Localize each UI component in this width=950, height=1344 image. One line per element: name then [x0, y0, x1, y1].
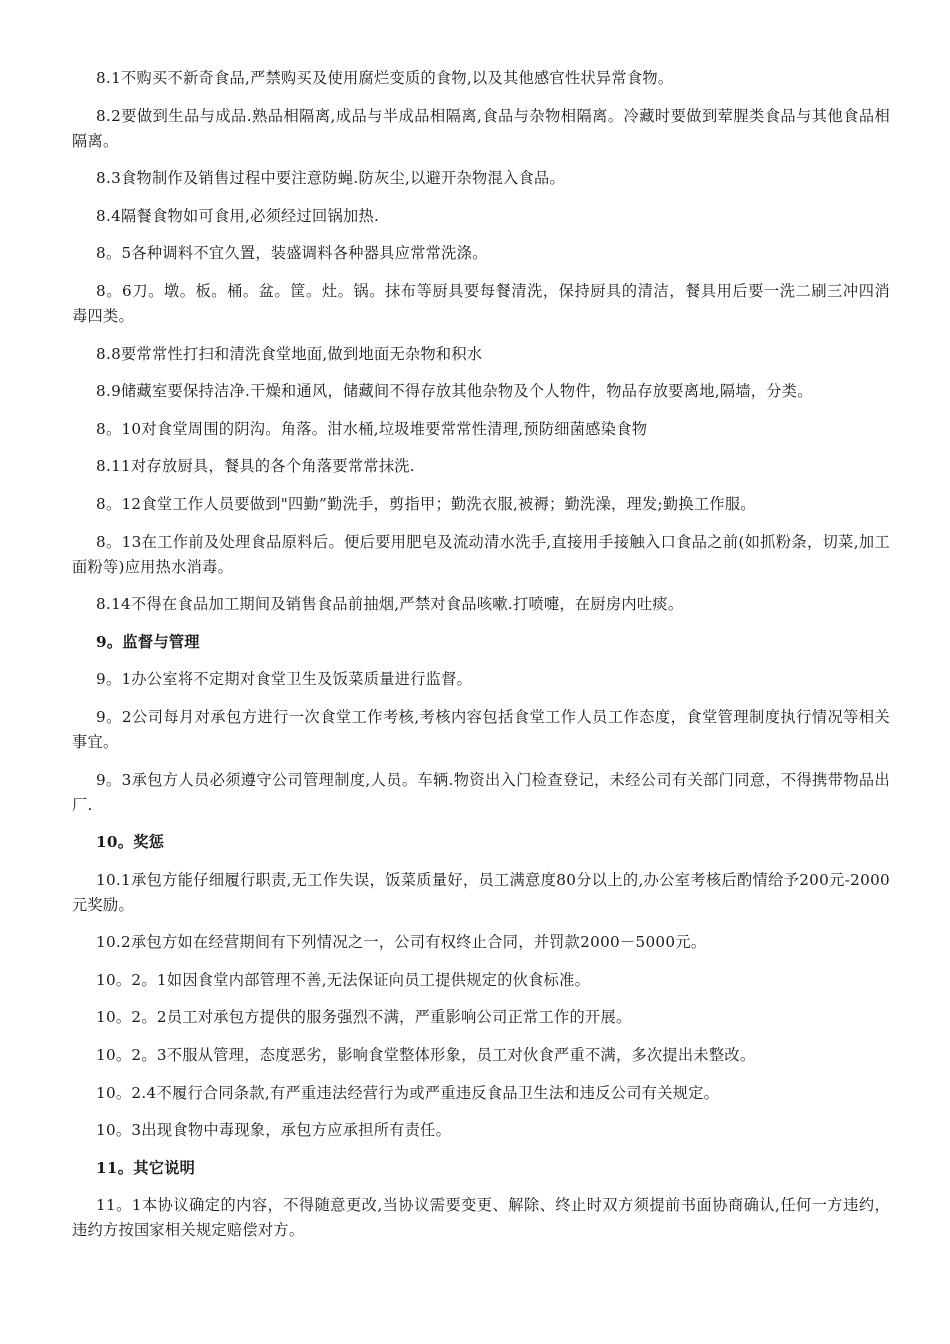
section-heading: 9。监督与管理: [96, 632, 200, 651]
paragraph: 8.4隔餐食物如可食用,必须经过回锅加热.: [96, 206, 380, 225]
paragraph: 8.9储藏室要保持洁净.干燥和通风，储藏间不得存放其他杂物及个人物件，物品存放要离地,隔墙，分类。: [96, 382, 813, 401]
paragraph: 9。3承包方人员必须遵守公司管理制度,人员。车辆.物资出入门检查登记，未经公司有关部门同意，不得携带物品出厂.: [72, 770, 890, 814]
paragraph: 8.1不购买不新奇食品,严禁购买及使用腐烂变质的食物,以及其他感官性状异常食物。: [96, 69, 674, 87]
paragraph: 8.14不得在食品加工期间及销售食品前抽烟,严禁对食品咳嗽.打喷嚏，在厨房内吐痰。: [96, 595, 684, 614]
paragraph: 8.3食物制作及销售过程中要注意防蝇.防灰尘,以避开杂物混入食品。: [96, 169, 565, 188]
section-heading: 10。奖惩: [96, 833, 165, 852]
paragraph: 9。2公司每月对承包方进行一次食堂工作考核,考核内容包括食堂工作人员工作态度，食堂管理制度执行情况等相关事宜。: [72, 707, 890, 751]
paragraph: 10。2。2员工对承包方提供的服务强烈不满，严重影响公司正常工作的开展。: [96, 1008, 632, 1027]
paragraph: 8.2要做到生品与成品.熟品相隔离,成品与半成品相隔离,食品与杂物相隔离。冷藏时要做到荤腥类食品与其他食品相隔离。: [72, 106, 890, 150]
paragraph: 8。6刀。墩。板。桶。盆。筐。灶。锅。抹布等厨具要每餐清洗，保持厨具的清洁，餐具用后要一洗二刷三冲四消毒四类。: [72, 281, 890, 325]
document-body: [72, 66, 890, 1256]
paragraph: 9。1办公室将不定期对食堂卫生及饭菜质量进行监督。: [96, 670, 473, 689]
paragraph: 11。1本协议确定的内容，不得随意更改,当协议需要变更、解除、终止时双方须提前书面协商确认,任何一方违约，违约方按国家相关规定赔偿对方。: [72, 1196, 890, 1240]
paragraph: 10。2。3不服从管理，态度恶劣，影响食堂整体形象，员工对伙食严重不满，多次提出未整改。: [96, 1046, 756, 1065]
paragraph: 10.2承包方如在经营期间有下列情况之一，公司有权终止合同，并罚款2000－5000元。: [96, 933, 707, 952]
paragraph: 8。10对食堂周围的阴沟。角落。泔水桶,垃圾堆要常常性清理,预防细菌感染食物: [96, 419, 648, 438]
paragraph: 10。3出现食物中毒现象，承包方应承担所有责任。: [96, 1121, 452, 1140]
paragraph: 10。2。1如因食堂内部管理不善,无法保证向员工提供规定的伙食标准。: [96, 970, 591, 989]
paragraph: 8。5各种调料不宜久置，装盛调料各种器具应常常洗涤。: [96, 244, 488, 263]
paragraph: 10.1承包方能仔细履行职责,无工作失误，饭菜质量好，员工满意度80分以上的,办公室考核后酌情给予200元-2000元奖励。: [72, 870, 890, 914]
paragraph: 10。2.4不履行合同条款,有严重违法经营行为或严重违反食品卫生法和违反公司有关规定。: [96, 1083, 720, 1102]
paragraph: 8.8要常常性打扫和清洗食堂地面,做到地面无杂物和积水: [96, 344, 483, 363]
paragraph: 8。12食堂工作人员要做到"四勤”勤洗手，剪指甲；勤洗衣服,被褥；勤洗澡，理发;勤换工作服。: [96, 494, 756, 513]
paragraph: 8。13在工作前及处理食品原料后。便后要用肥皂及流动清水洗手,直接用手接触入口食品之前(如抓粉条，切菜,加工面粉等)应用热水消毒。: [72, 532, 890, 576]
section-heading: 11。其它说明: [96, 1158, 196, 1177]
paragraph: 8.11对存放厨具，餐具的各个角落要常常抹洗.: [96, 457, 415, 476]
